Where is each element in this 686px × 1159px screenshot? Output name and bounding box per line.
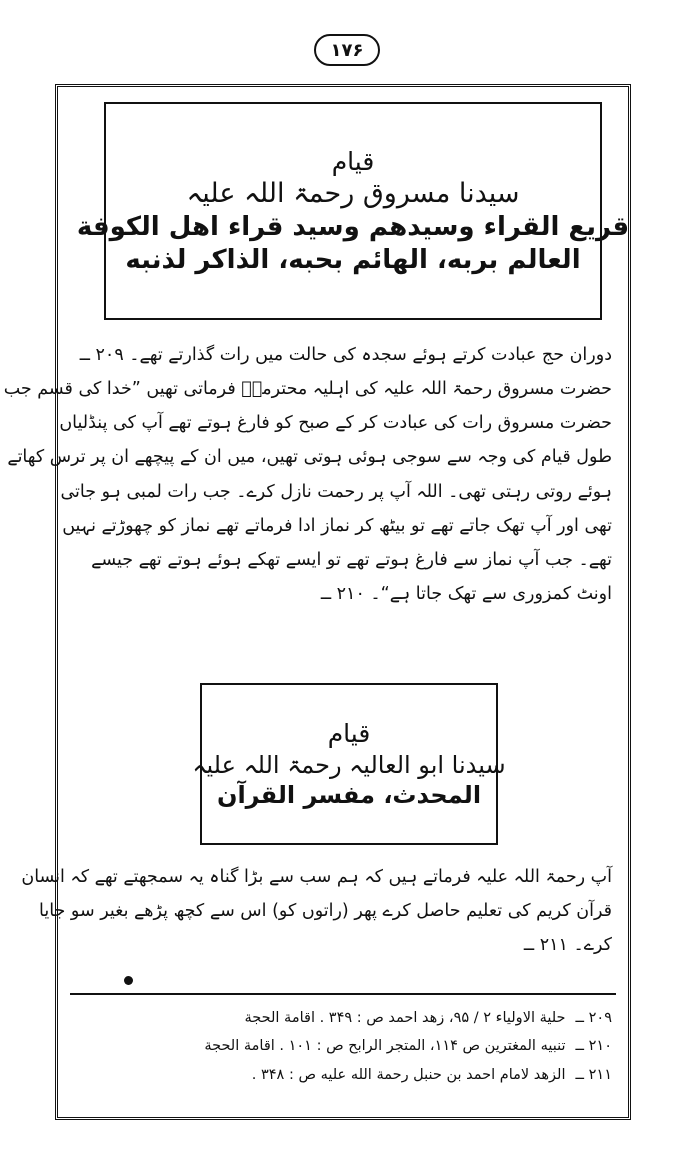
section2-paragraph	[21, 860, 612, 962]
paragraph-line: ہوئے روتی رہتی تھی۔ اللہ آپ پر رحمت نازل کرے۔ جب رات لمبی ہو جاتی	[60, 481, 612, 502]
section2-title-box	[192, 683, 506, 845]
paragraph-line: تھے۔ جب آپ نماز سے فارغ ہوتے تھے تو ایسے تھکے ہوئے ہوتے تھے جیسے	[91, 549, 612, 570]
footnote-number: ۲۰۹ ــ	[575, 1010, 612, 1026]
bullet-dot	[124, 976, 133, 985]
footnote-number: ۲۱۰ ــ	[575, 1038, 612, 1055]
section1-heading: قیام	[331, 147, 375, 176]
section1-epithet-line1: قريع القراء وسيدهم وسيد قراء اهل الكوفة	[76, 212, 630, 242]
footnote-item	[74, 1032, 612, 1060]
page-number: ۱۷۶	[314, 34, 380, 66]
section1-epithet-line2: العالم بربه، الهائم بحبه، الذاكر لذنبه	[125, 244, 581, 275]
footnote-item	[74, 1061, 612, 1089]
section1-paragraph	[3, 338, 612, 611]
paragraph-line: دوران حج عبادت کرتے ہوئے سجدہ کی حالت میں رات گذارتے تھے۔ ۲۰۹ ــ	[79, 345, 612, 365]
section2-heading: قیام	[327, 719, 371, 749]
paragraph-line: قرآن کریم کی تعلیم حاصل کرے پھر (راتوں کو) اس سے کچھ پڑھے بغیر سو جایا	[39, 901, 612, 922]
footnote-divider	[70, 993, 616, 995]
paragraph-line: حضرت مسروق رات کی عبادت کر کے صبح کو فارغ ہوتے تھے آپ کی پنڈلیاں	[59, 413, 612, 434]
section1-person-name: سیدنا مسروق رحمۃ اللہ علیہ	[186, 178, 520, 210]
footnote-text: تنبيه المغترين ص ۱۱۴، المتجر الرابح ص : ۱۰۱ . اقامة الحجة	[204, 1038, 566, 1055]
footnote-text: الزهد لامام احمد بن حنبل رحمة الله عليه ص : ۳۴۸ .	[251, 1066, 566, 1083]
footnotes	[74, 1004, 612, 1089]
paragraph-line: تھی اور آپ تھک جاتے تھے تو بیٹھ کر نماز ادا فرماتے تھے نماز کو چھوڑتے نہیں	[62, 515, 612, 536]
paragraph-line: حضرت مسروق رحمۃ اللہ علیہ کی اہلیہ محترمہؒ فرماتی تھیں ”خدا کی قسم جب	[3, 379, 612, 400]
footnote-text: حلية الاولياء ۲ / ۹۵، زهد احمد ص : ۳۴۹ . اقامة الحجة	[244, 1010, 566, 1026]
paragraph-line: اونٹ کمزوری سے تھک جاتا ہے“۔ ۲۱۰ ــ	[320, 583, 612, 604]
paragraph-line: کرے۔ ۲۱۱ ــ	[523, 935, 612, 956]
paragraph-line: آپ رحمۃ اللہ علیہ فرماتے ہیں کہ ہم سب سے بڑا گناہ یہ سمجھتے تھے کہ انسان	[21, 867, 612, 887]
section2-epithet: المحدث، مفسر القرآن	[216, 780, 482, 809]
section1-title-box	[76, 102, 630, 320]
footnote-number: ۲۱۱ ــ	[575, 1066, 612, 1083]
section2-person-name: سیدنا ابو العالیہ رحمۃ اللہ علیہ	[192, 750, 506, 779]
paragraph-line: طول قیام کی وجہ سے سوجی ہوئی ہوتی تھیں، میں ان کے پیچھے ان پر ترس کھاتے	[7, 447, 612, 468]
footnote-item	[74, 1004, 612, 1032]
